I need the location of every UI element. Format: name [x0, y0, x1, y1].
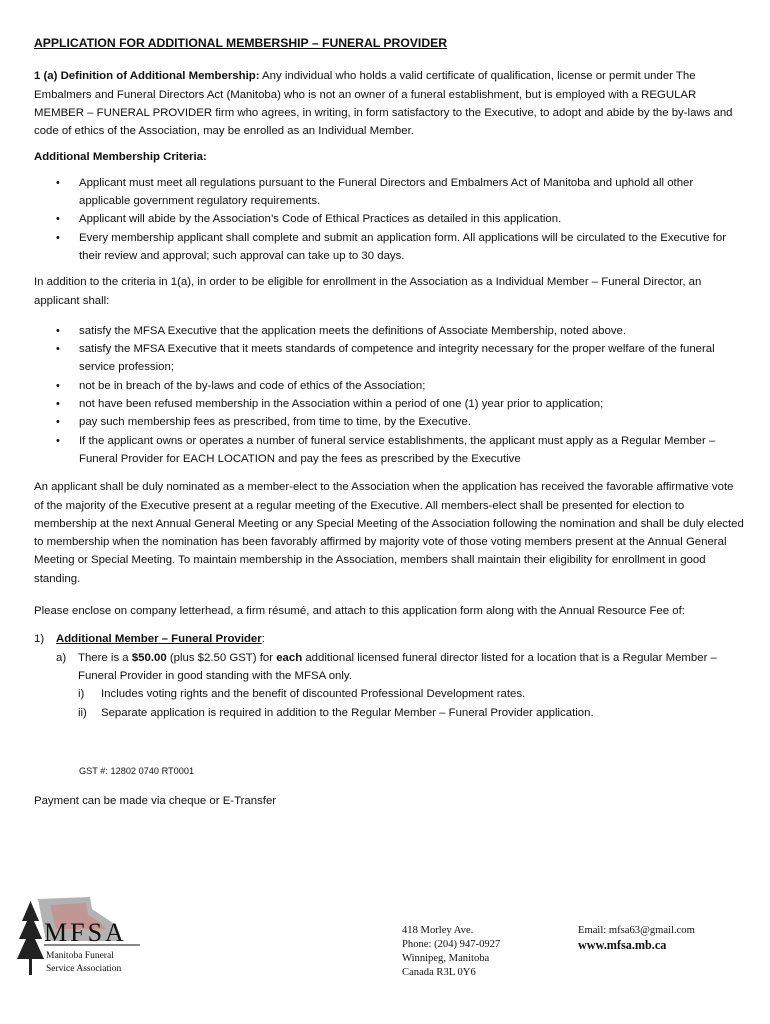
- eligibility-list: [34, 322, 746, 468]
- logo-text: MFSA: [44, 918, 127, 947]
- fee-item-label: Additional Member – Funeral Provider: [56, 633, 262, 646]
- subitem-text: (plus $2.50 GST) for: [166, 651, 277, 664]
- list-item: • Applicant will abide by the Association’s Code of Ethical Practices as detailed in this application.: [34, 210, 746, 228]
- subitem-marker: i): [78, 688, 85, 701]
- mfsa-logo: [16, 895, 142, 977]
- enclose-paragraph: Please enclose on company letterhead, a firm résumé, and attach to this application form along with the Annual Resource Fee of:: [34, 605, 685, 618]
- fee-item-colon: :: [261, 633, 265, 646]
- definition-label: 1 (a) Definition of Additional Membership:: [34, 70, 260, 83]
- criteria-list: [34, 174, 746, 265]
- email-address[interactable]: Email: mfsa63@gmail.com: [578, 925, 695, 936]
- fee-item-1: [34, 630, 746, 648]
- eligibility-intro: In addition to the criteria in 1(a), in order to be eligible for enrollment in the Association as a Individual Member – Funeral Director, an applicant shall:: [34, 276, 702, 307]
- criteria-heading: Additional Membership Criteria:: [34, 151, 207, 164]
- list-item: • pay such membership fees as prescribed, from time to time, by the Executive.: [34, 413, 746, 431]
- address-line: Winnipeg, Manitoba: [402, 953, 490, 964]
- definition-text: Any individual who holds a valid certificate of qualification, license or permit under The Embalmers and Funeral Directors Act (Manitoba) who is not an owner of a funeral establishment, but is employed with a REGULAR MEMBER – FUNERAL PROVIDER firm who agrees, in writing, in form satisfactory to the Executive, to adopt and abide by the by-laws and code of ethics of the Association, may be enrolled as an Individual Member.: [34, 70, 733, 138]
- logo-subtitle-1: Manitoba Funeral: [46, 951, 114, 961]
- subitem-text: additional licensed funeral director listed for a location that is a Regular Member – Funeral Provider in good standing with the MFSA only.: [78, 651, 717, 682]
- each-emphasis: each: [276, 651, 303, 664]
- website-link[interactable]: www.mfsa.mb.ca: [578, 938, 667, 952]
- fee-item-number: 1): [34, 633, 45, 646]
- payment-note: Payment can be made via cheque or E-Transfer: [34, 795, 277, 808]
- subitem-marker: ii): [78, 706, 87, 719]
- list-item: • not be in breach of the by-laws and code of ethics of the Association;: [34, 377, 746, 395]
- subitem-text: There is a: [78, 651, 132, 664]
- definition-paragraph: [34, 67, 746, 140]
- list-item: • satisfy the MFSA Executive that the application meets the definitions of Associate Membership, noted above.: [34, 322, 746, 340]
- list-item: • Every membership applicant shall complete and submit an application form. All applications will be circulated to the Executive for their review and approval; such approval can take up to 30 days.: [34, 229, 746, 266]
- subitem-text: Separate application is required in addition to the Regular Member – Funeral Provider application.: [101, 706, 594, 719]
- fee-subitem-a: [34, 649, 746, 686]
- application-document: [34, 34, 746, 810]
- subitem-marker: a): [56, 651, 67, 664]
- fee-amount: $50.00: [131, 651, 167, 664]
- list-item: • Applicant must meet all regulations pursuant to the Funeral Directors and Embalmers Act of Manitoba and uphold all other applicable government regulatory requirements.: [34, 174, 746, 211]
- contact-info: [578, 924, 695, 952]
- subitem-text: Includes voting rights and the benefit of discounted Professional Development rates.: [101, 688, 526, 701]
- list-item: • If the applicant owns or operates a number of funeral service establishments, the applicant must apply as a Regular Member – Funeral Provider for EACH LOCATION and pay the fees as prescribed by the Executive: [34, 432, 746, 469]
- mailing-address: [402, 924, 500, 980]
- address-line: 418 Morley Ave.: [402, 925, 474, 936]
- list-item: • satisfy the MFSA Executive that it meets standards of competence and integrity necessary for the proper welfare of the funeral service profession;: [34, 340, 746, 377]
- fee-subitem-i: [34, 685, 746, 703]
- logo-subtitle-2: Service Association: [46, 964, 122, 974]
- footer: [0, 895, 770, 995]
- gst-number: GST #: 12802 0740 RT0001: [79, 765, 195, 776]
- address-phone: Phone: (204) 947-0927: [402, 939, 501, 950]
- pine-tree-icon: [17, 901, 44, 975]
- fee-subitem-ii: [34, 704, 746, 722]
- address-line: Canada R3L 0Y6: [402, 967, 476, 978]
- document-title: APPLICATION FOR ADDITIONAL MEMBERSHIP – FUNERAL PROVIDER: [34, 36, 448, 50]
- nomination-paragraph: An applicant shall be duly nominated as a member-elect to the Association when the application has received the favorable affirmative vote of the majority of the Executive present at a regular meeting of the Executive. All members-elect shall be presented for election to membership at the next Annual General Meeting or any Special Meeting of the Association following the nomination and shall be duly elected to membership when the nomination has been favorably affirmed by majority vote of those voting members present at the Annual General Meeting or Special Meeting. To maintain membership in the Association, members shall maintain their eligibility for enrollment in good standing.: [34, 481, 744, 585]
- list-item: • not have been refused membership in the Association within a period of one (1) year prior to application;: [34, 395, 746, 413]
